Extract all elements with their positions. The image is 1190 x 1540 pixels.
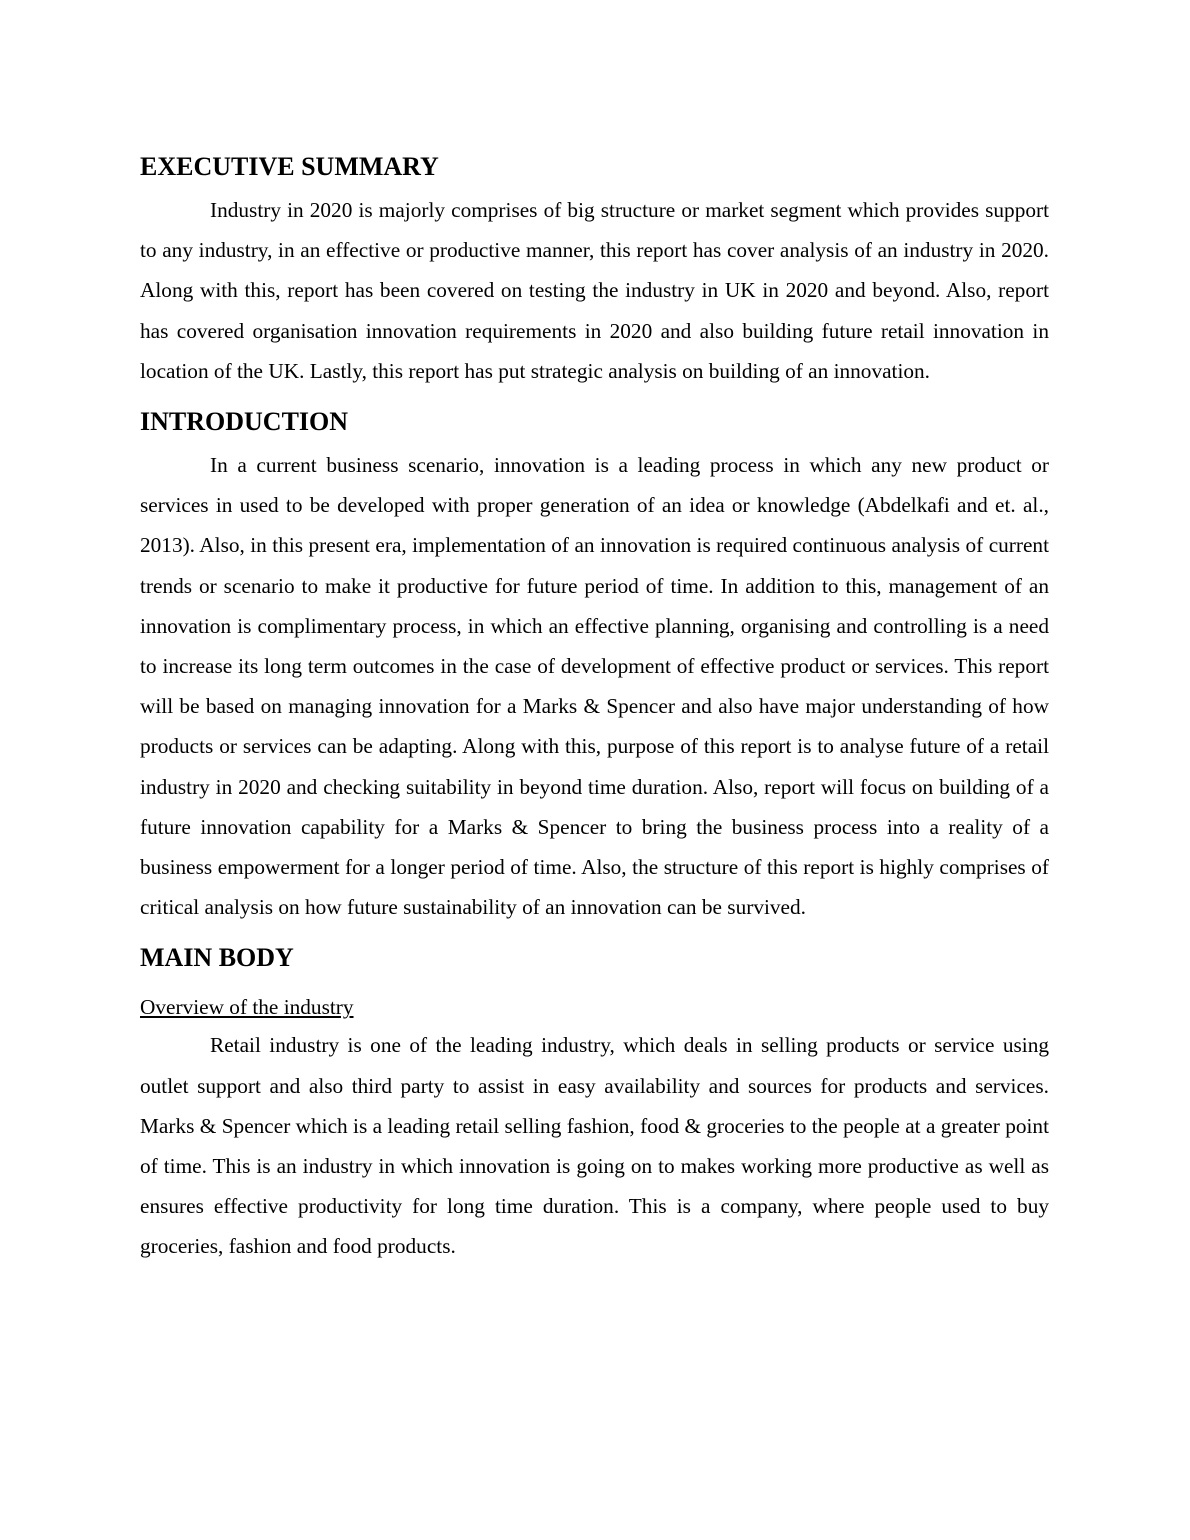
executive-summary-heading: EXECUTIVE SUMMARY	[140, 152, 439, 181]
executive-summary-paragraph: Industry in 2020 is majorly comprises of big structure or market segment which provides support to any industry, in an effective or productive manner, this report has cover analysis of an industry in 2020. Along with this, report has been covered on testing the industry in UK in 2020 and beyond. Also, report has covered organisation innovation requirements in 2020 and also building future retail innovation in location of the UK. Lastly, this report has put strategic analysis on building of an innovation.	[140, 198, 1049, 383]
introduction-heading: INTRODUCTION	[140, 407, 349, 437]
document-page	[140, 148, 1049, 1267]
industry-overview-paragraph: Retail industry is one of the leading industry, which deals in selling products or service using outlet support and also third party to assist in easy availability and sources for products and services. Marks & Spencer which is a leading retail selling fashion, food & groceries to the people at a greater point of time. This is an industry in which innovation is going on to makes working more productive as well as ensures effective productivity for long time duration. This is a company, where people used to buy groceries, fashion and food products.	[140, 1033, 1049, 1259]
main-body-heading: MAIN BODY	[140, 943, 294, 973]
industry-overview-subheading: Overview of the industry	[140, 995, 354, 1020]
introduction-paragraph: In a current business scenario, innovation is a leading process in which any new product or services in used to be developed with proper generation of an idea or knowledge (Abdelkafi and et. al., 2013). Also, in this present era, implementation of an innovation is required continuous analysis of current trends or scenario to make it productive for future period of time. In addition to this, management of an innovation is complimentary process, in which an effective planning, organising and controlling is a need to increase its long term outcomes in the case of development of effective product or services. This report will be based on managing innovation for a Marks & Spencer and also have major understanding of how products or services can be adapting. Along with this, purpose of this report is to analyse future of a retail industry in 2020 and checking suitability in beyond time duration. Also, report will focus on building of a future innovation capability for a Marks & Spencer to bring the business process into a reality of a business empowerment for a longer period of time. Also, the structure of this report is highly comprises of critical analysis on how future sustainability of an innovation can be survived.	[140, 453, 1049, 920]
